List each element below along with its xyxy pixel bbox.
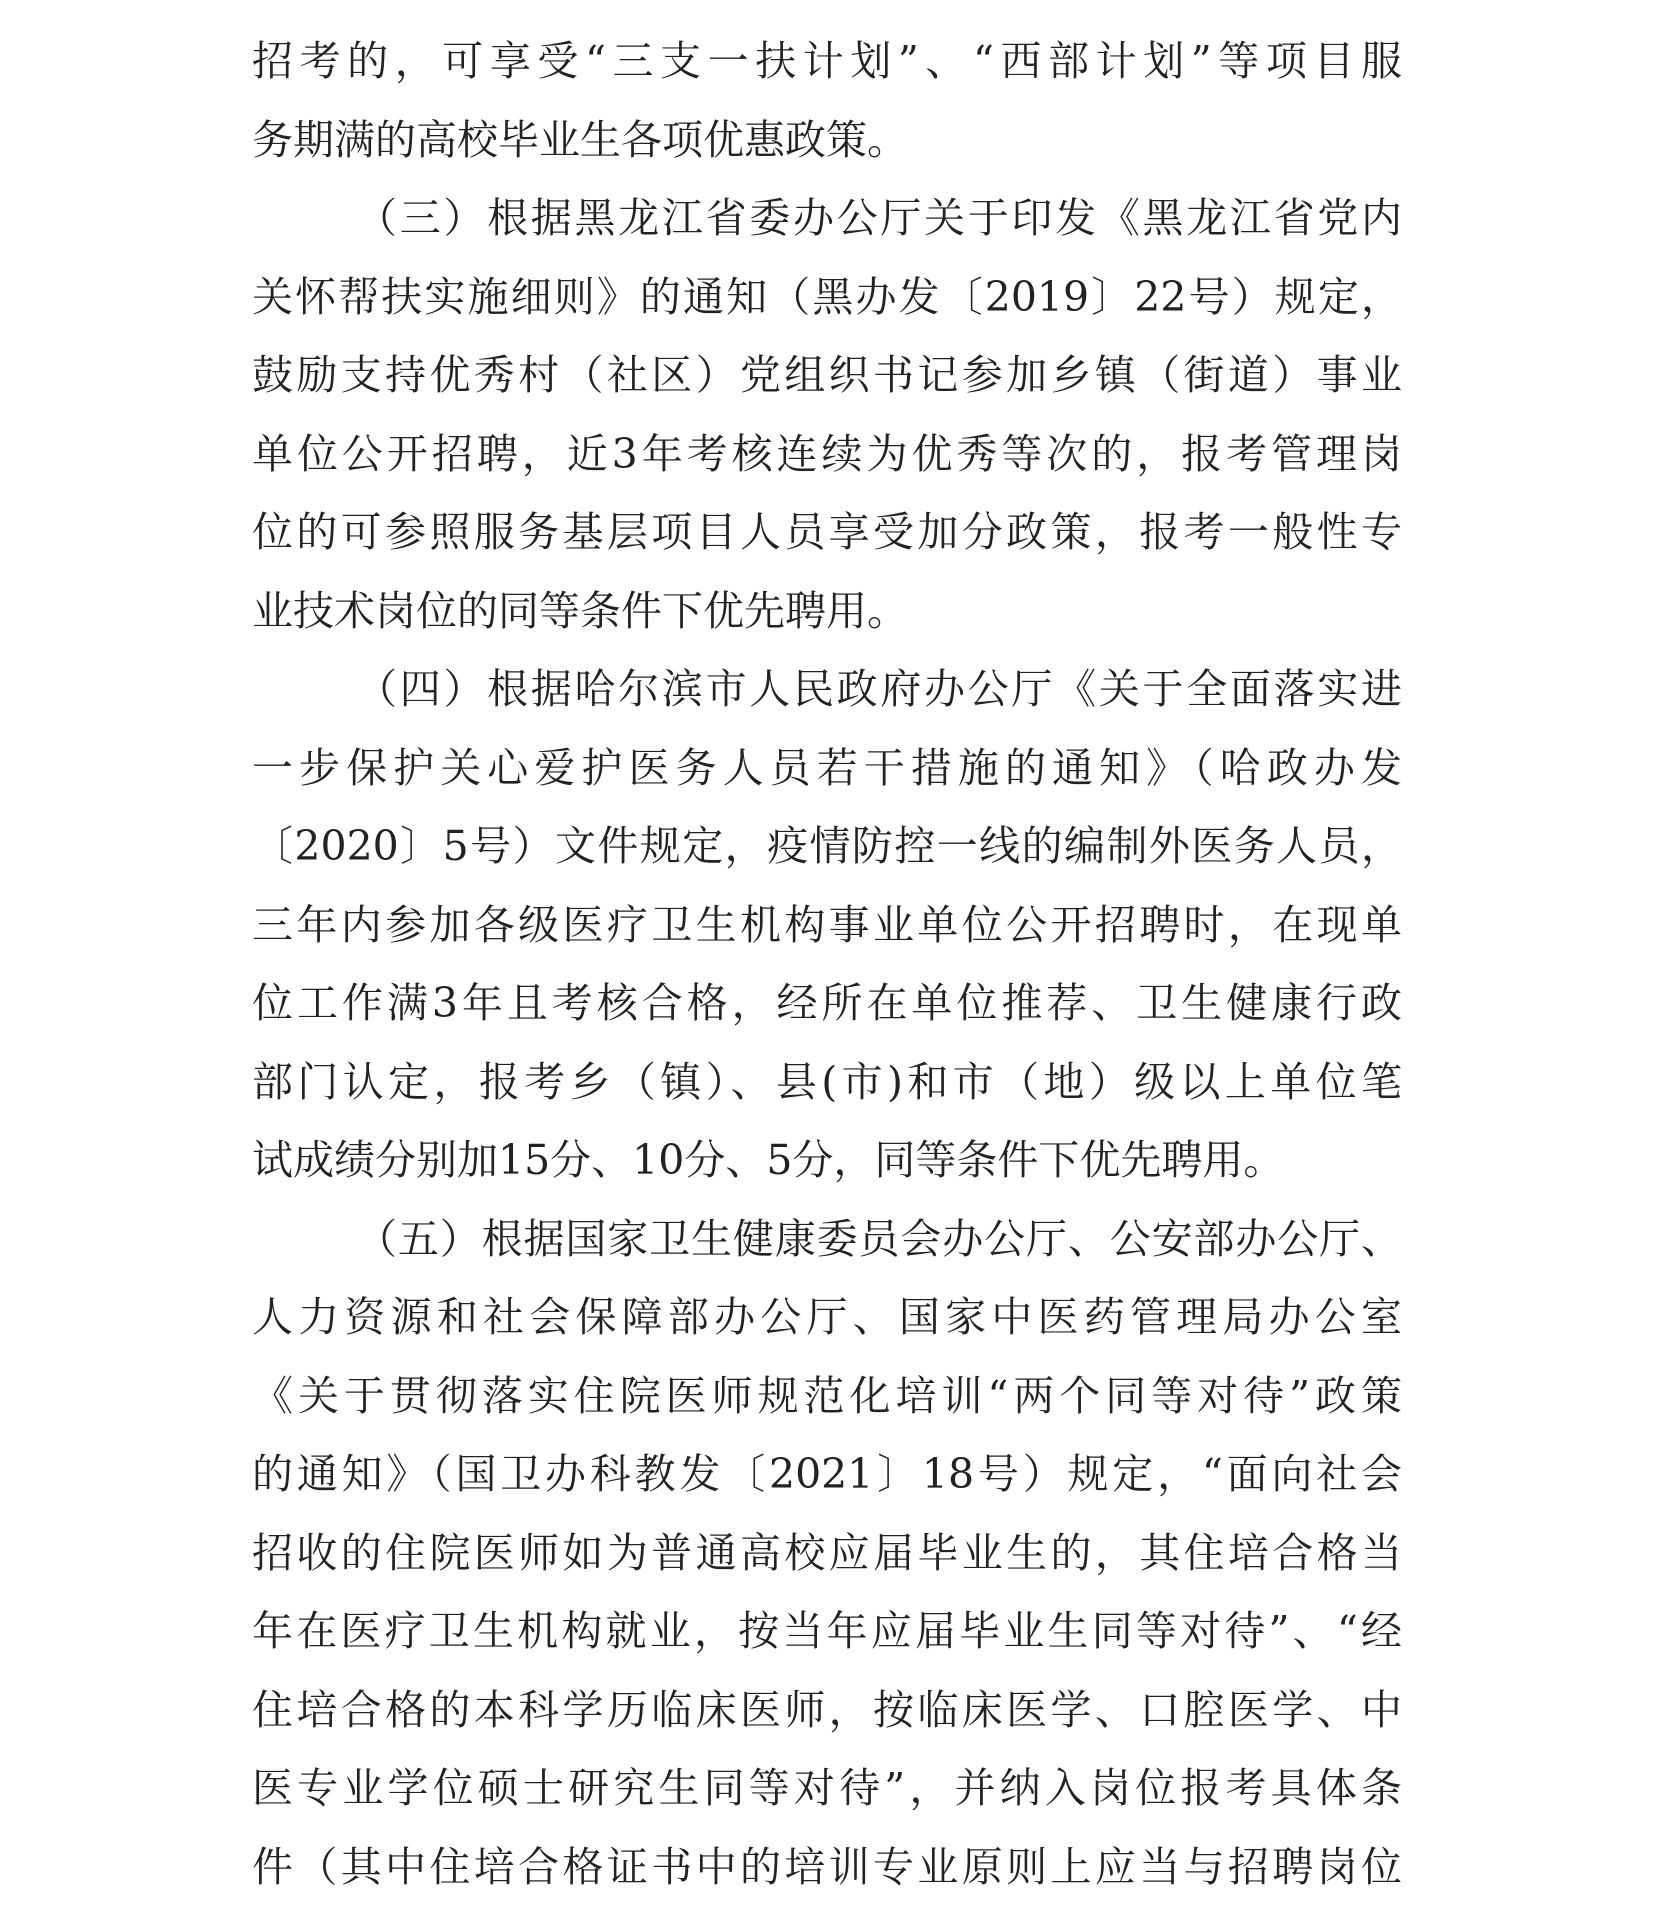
- document-body: [252, 22, 1402, 1906]
- text-line: 招考的，可享受“三支一扶计划”、“西部计划”等项目服: [252, 37, 1402, 85]
- text-line: 位的可参照服务基层项目人员享受加分政策，报考一般性专: [252, 508, 1402, 556]
- text-line: 招收的住院医师如为普通高校应届毕业生的，其住培合格当: [252, 1528, 1402, 1577]
- paragraph-4-start: （四）根据哈尔滨市人民政府办公厅《关于全面落实进: [356, 665, 1402, 713]
- text-line: 《关于贯彻落实住院医师规范化培训“两个同等对待”政策: [252, 1371, 1402, 1420]
- text-line: 试成绩分别加15分、10分、5分，同等条件下优先聘用。: [252, 1136, 1285, 1184]
- text-line: 业技术岗位的同等条件下优先聘用。: [252, 586, 908, 635]
- text-line: 三年内参加各级医疗卫生机构事业单位公开招聘时，在现单: [252, 900, 1402, 949]
- paragraph-3-start: （三）根据黑龙江省委办公厅关于印发《黑龙江省党内: [356, 194, 1402, 242]
- text-line: 关怀帮扶实施细则》的通知（黑办发〔2019〕22号）规定，: [252, 272, 1402, 321]
- text-line: 一步保护关心爱护医务人员若干措施的通知》（哈政办发: [252, 743, 1402, 792]
- text-line: 医专业学位硕士研究生同等对待”，并纳入岗位报考具体条: [252, 1764, 1402, 1812]
- text-line: 部门认定，报考乡（镇）、县(市)和市（地）级以上单位笔: [252, 1057, 1402, 1106]
- text-line: 〔2020〕5号）文件规定，疫情防控一线的编制外医务人员，: [252, 822, 1402, 870]
- text-line: 年在医疗卫生机构就业，按当年应届毕业生同等对待”、“经: [252, 1607, 1402, 1655]
- paragraph-5-start: （五）根据国家卫生健康委员会办公厅、公安部办公厅、: [356, 1214, 1402, 1263]
- text-line: 的通知》（国卫办科教发〔2021〕18号）规定，“面向社会: [252, 1450, 1402, 1498]
- text-line: 鼓励支持优秀村（社区）党组织书记参加乡镇（街道）事业: [252, 351, 1402, 399]
- text-line: 务期满的高校毕业生各项优惠政策。: [252, 115, 908, 164]
- text-line: 单位公开招聘，近3年考核连续为优秀等次的，报考管理岗: [252, 429, 1402, 478]
- text-line: 住培合格的本科学历临床医师，按临床医学、口腔医学、中: [252, 1685, 1402, 1734]
- text-line: 位工作满3年且考核合格，经所在单位推荐、卫生健康行政: [252, 979, 1402, 1027]
- text-line: 件（其中住培合格证书中的培训专业原则上应当与招聘岗位: [252, 1842, 1402, 1891]
- text-line: 人力资源和社会保障部办公厅、国家中医药管理局办公室: [252, 1293, 1402, 1341]
